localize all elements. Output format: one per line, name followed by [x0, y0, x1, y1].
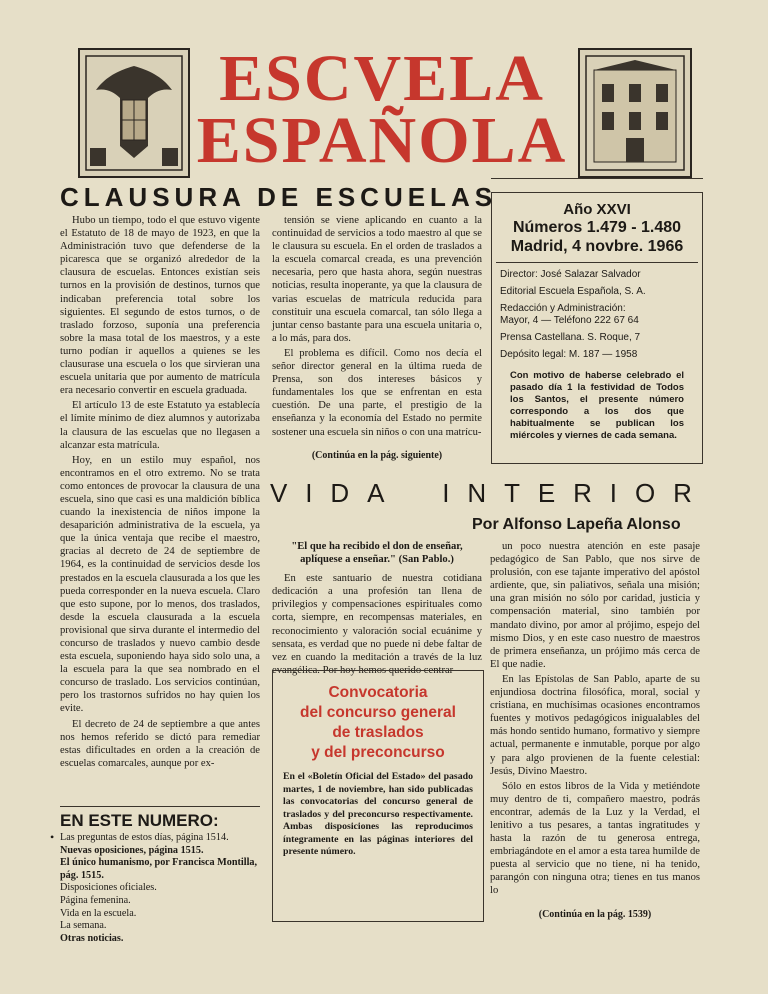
headline-letter: R — [573, 478, 594, 508]
continued-note: (Continúa en la pág. 1539) — [538, 908, 652, 920]
list-item: Nuevas oposiciones, página 1515. — [60, 844, 204, 856]
convocatoria-title-line: Convocatoria — [328, 684, 428, 701]
headline-letter: I — [609, 478, 620, 508]
headline-letter: N — [467, 478, 489, 508]
epigraph-quote: "El que ha recibido el don de enseñar, aplíquese a enseñar." (San Pablo.) — [291, 541, 463, 566]
publisher: Editorial Escuela Española, S. A. — [500, 286, 646, 297]
convocatoria-title-line: y del preconcurso — [311, 744, 445, 761]
byline: Por Alfonso Lapeña Alonso — [472, 516, 681, 533]
headline-letter: R — [673, 478, 694, 508]
issue-year: Año XXVI — [563, 201, 631, 218]
article-clausura-col2 — [272, 214, 482, 462]
bullet-mark-icon: • — [50, 830, 55, 844]
headline-letter: V — [270, 478, 290, 508]
article-vida-col3 — [272, 540, 482, 679]
paragraph: Hoy, en un estilo muy español, nos encontramos en el otro extremo. No se trata como entonces de provocar la clausura de una escuela, sino que casi es una maldición bíblica cuando la inexistencia de niños impone la desaparición administrativa de la escuela, ya que la única ventaja que recibe el maestro, gracias al decreto de 24 de septiembre de 1964, es la continuidad de servicios desde los prestados en la escuela clausurada a los que les pueda corresponder en la nueva escuela. Claro que esto supone, por lo menos, dos traslados, desde la escuela clausurada a la escuela provisional que sirva durante el intermedio del concurso de traslados y nuevo cambio desde esta escuela, suponiendo haya sido solo una, a la escuela para la que sea nombrado en el concurso de traslado. Los servicios continúan, pero los trastornos sufridos no hay quien los evite. — [60, 454, 260, 715]
headline-vida-interior — [270, 478, 694, 509]
headline-letter: D — [330, 478, 352, 508]
headline-letter: T — [504, 478, 522, 508]
paragraph: En las Epístolas de San Pablo, aparte de su enjundiosa doctrina filosófica, moral, social y cristiana, en muchísimas ocasiones encontramos fuentes y motivos pedagógicos inigualables del más hondo sentido humano, formativo y siempre actual, permanente e inmutable, porque por algo y para algo provienen de la fuente celestial: Jesús, Divino Maestro. — [490, 673, 700, 777]
masthead-line-1: ESCVELA — [219, 42, 545, 115]
university-facade-icon — [580, 50, 690, 176]
divider — [496, 262, 698, 263]
headline-letter: A — [367, 478, 387, 508]
address: Mayor, 4 — Teléfono 222 67 64 — [500, 315, 639, 326]
building-emblem — [578, 48, 692, 178]
list-item: Otras noticias. — [60, 932, 124, 944]
eagle-shield-icon — [80, 50, 188, 176]
list-item: El único humanismo, por Francisca Montilla, pág. 1515. — [60, 857, 258, 881]
issue-info-box — [491, 192, 703, 464]
issue-date: Madrid, 4 novbre. 1966 — [510, 238, 684, 255]
paragraph: un poco nuestra atención en este pasaje pedagógico de San Pablo, que nos sirve de prolusión, con ese tajante imperativo del apóstol ardiente, que, sin paliativos, señala una misión; una gran misión no sólo por caridad, justicia y compensación material, sino también por mandato divino, por amor al prójimo, espejo del mismo Dios, y en este caso nuestro de maestros de primera enseñanza, un prójimo más cerca de El que nadie. — [490, 541, 700, 670]
paragraph: El artículo 13 de este Estatuto ya establecía el límite mínimo de diez alumnos y autorizaba la clausura de las escuelas que no llegasen a alcanzar esta matrícula. — [60, 400, 260, 451]
coat-of-arms-emblem — [78, 48, 190, 178]
list-item: La semana. — [60, 920, 107, 932]
holiday-note: Con motivo de haberse celebrado el pasado día 1 la festividad de Todos los Santos, el presente número correspondo a los dos que habitualmente se publican los miércoles y viernes de cada semana. — [510, 370, 684, 441]
redaccion: Redacción y Administración: — [500, 303, 626, 314]
paragraph: Sólo en estos libros de la Vida y metiéndote muy dentro de ti, compañero maestro, podrás encontrar, además de la Luz y la Verdad, el lenitivo a tus pesares, a tantas ingratitudes y hasta la razón de tu generosa entrega, embriagándote en el amor a esta tarea humilde de puesta al servicio que no tiene, ni ha tenido, parangón con ninguna otra; tienes en tus manos lo — [490, 780, 701, 897]
paragraph: Hubo un tiempo, todo el que estuvo vigente el Estatuto de 18 de mayo de 1923, en que la Administración tuvo que defenderse de la picaresca que se organizó alrededor de la clausura de escuelas. Entonces existían seis turnos en la provisión de destinos, turnos que indicaban preferencia total sobre los siguientes. El segundo de estos turnos, o de traslado forzoso, suponía una preferencia sobre la masa total de los maestros, y a este turno podían ir aquellos a quienes se les clausurase una escuela o los que sirvieran una escuela unitaria que por aumento de matrícula era necesario convertir en escuela graduada. — [60, 215, 260, 397]
headline-letter: O — [634, 478, 658, 508]
in-this-issue-list — [60, 832, 260, 945]
headline-letter: I — [442, 478, 452, 508]
paragraph: El decreto de 24 de septiembre a que antes nos hemos referido se dictó para remediar estas dificultades en orden a la creación de escuelas comarcales, aunque por ex- — [60, 718, 260, 769]
convocatoria-title-line: del concurso general — [300, 704, 456, 721]
list-item: Página femenina. — [60, 894, 131, 906]
headline-clausura: CLAUSURA DE ESCUELAS — [60, 182, 498, 212]
list-item: Disposiciones oficiales. — [60, 882, 157, 894]
convocatoria-box — [272, 670, 484, 922]
paragraph: tensión se viene aplicando en cuanto a la continuidad de servicios a todo maestro al que se le clausura su escuela. En el orden de traslados a la escuela comarcal creada, es una prevención necesaria, pero que hasta ahora, según nuestras noticias, resulta inoperante, ya que la clausura de varias escuelas de matrícula reducida para constituir una escuela comarcal, tan sólo llega a juntar censo bastante para una escuela unitaria o, a lo más, para dos. — [272, 215, 482, 344]
list-item: Las preguntas de estos días, página 1514. — [60, 832, 229, 843]
convocatoria-body: En el «Boletín Oficial del Estado» del pasado martes, 1 de noviembre, han sido publicadas las convocatorias del concurso general de traslados y del preconcurso respectivamente. Ambas disposiciones las reproducimos íntegramente en las páginas interiores del presente número. — [283, 771, 473, 857]
masthead-title — [190, 42, 574, 177]
convocatoria-title-line: de traslados — [332, 724, 424, 741]
issue-numbers: Números 1.479 - 1.480 — [512, 219, 682, 236]
paragraph: El problema es difícil. Como nos decía el señor director general en la última rueda de Prensa, son dos intereses básicos y fundamentales los que se enfrentan en esta cuestión. De una parte, el prestigio de la enseñanza y la economía del Estado no permite sostener una escuela sin niños o con una matrícu- — [272, 347, 482, 438]
article-clausura-col1 — [60, 214, 260, 772]
headline-space — [402, 478, 426, 509]
headline-letter: E — [537, 478, 558, 508]
paragraph: En este santuario de nuestra cotidiana dedicación a una profesión tan llena de privilegios y compensaciones espirituales como corta, siempre, en recompensas materiales, en reconocimiento y valoración social ecuánime y sensata, es verdad que no puede ni debe faltar de vez en cuando la meditación a través de la luz evangélica. Por hoy hemos querido centrar — [272, 573, 482, 676]
divider — [491, 178, 703, 179]
continued-note: (Continúa en la pág. siguiente) — [311, 449, 443, 461]
list-item: Vida en la escuela. — [60, 907, 137, 919]
masthead-line-2: ESPAÑOLA — [196, 104, 568, 177]
headline-letter: I — [305, 478, 315, 508]
legal-deposit: Depósito legal: M. 187 — 1958 — [500, 349, 638, 360]
printer: Prensa Castellana. S. Roque, 7 — [500, 332, 641, 343]
in-this-issue-title: EN ESTE NUMERO: — [60, 806, 260, 831]
article-vida-col4 — [490, 540, 700, 921]
director: Director: José Salazar Salvador — [500, 269, 641, 280]
